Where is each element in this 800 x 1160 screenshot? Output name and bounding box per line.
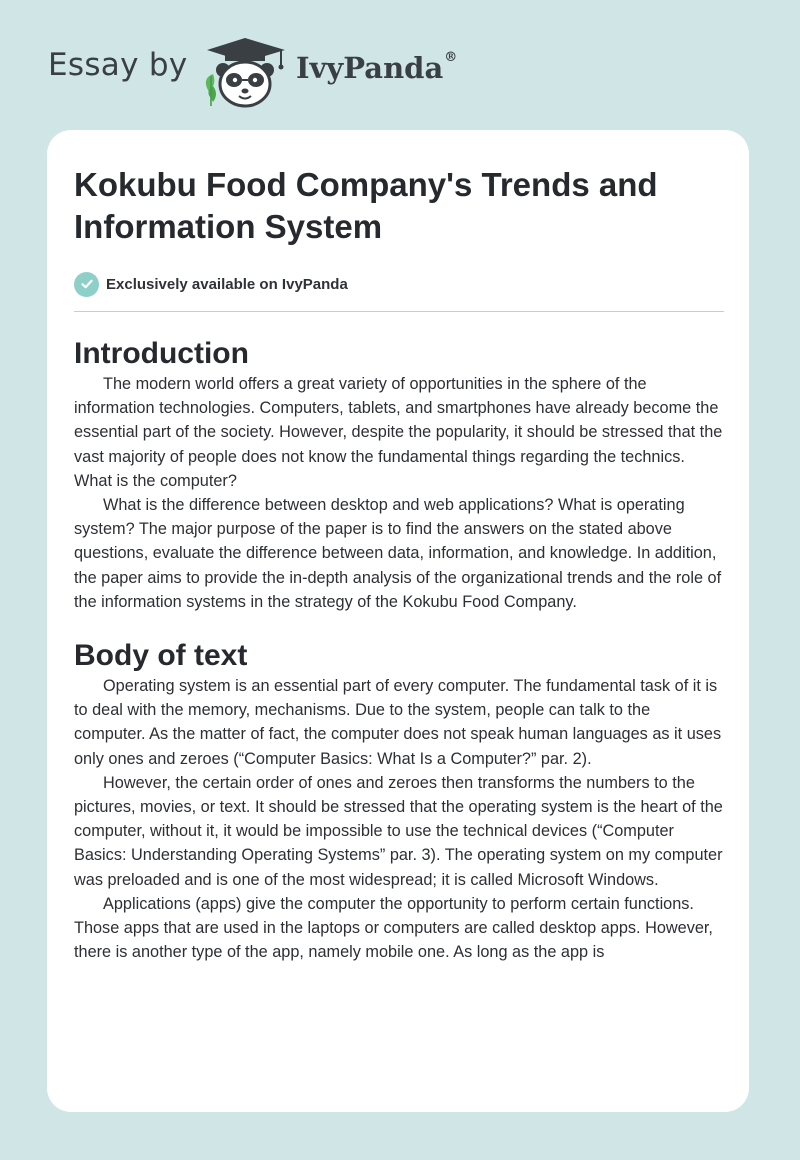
paragraph: What is the difference between desktop and web applications? What is operating system? The major purpose of the paper is to find the answers on the stated above questions, evaluate the difference between data, information, and knowledge. In addition, the paper aims to provide the in-depth analysis of the organizational trends and the role of the information systems in the strategy of the Kokubu Food Company. [74, 496, 722, 611]
section-heading-body: Body of text [74, 639, 248, 673]
essay-content [74, 164, 724, 964]
registered-mark: ® [444, 50, 458, 66]
check-circle-icon [74, 272, 99, 297]
brand-name[interactable] [296, 51, 457, 85]
essay-by-label: Essay by [48, 47, 188, 83]
availability-badge [74, 270, 724, 298]
site-header [0, 0, 800, 130]
panda-graduate-logo-icon[interactable] [201, 36, 291, 110]
brand-label: IvyPanda [296, 51, 444, 85]
paragraph: The modern world offers a great variety of opportunities in the sphere of the information technologies. Computers, tablets, and smartphones have already become the essential part of the society. However, despite the popularity, it should be stressed that the vast majority of people does not know the fundamental things regarding the technics. What is the computer? [74, 375, 723, 490]
paragraph: However, the certain order of ones and zeroes then transforms the numbers to the pictures, movies, or text. It should be stressed that the operating system is the heart of the computer, without it, it would be impossible to use the technical devices (“Computer Basics: Understanding Operating Systems” par. 3). The operating system on my computer was preloaded and is one of the most widespread; it is called Microsoft Windows. [74, 773, 723, 889]
availability-text: Exclusively available on IvyPanda [106, 275, 348, 293]
paragraph: Applications (apps) give the computer the opportunity to perform certain functions. Those apps that are used in the laptops or computers are called desktop apps. However, there is another type of the app, namely mobile one. As long as the app is [74, 894, 713, 962]
essay-card [47, 130, 749, 1112]
page-title: Kokubu Food Company's Trends and Information System [74, 166, 658, 245]
paragraph: Operating system is an essential part of every computer. The fundamental task of it is to deal with the memory, mechanisms. Due to the system, people can talk to the computer. As the matter of fact, the computer does not speak human languages as it uses only ones and zeroes (“Computer Basics: What Is a Computer?” par. 2). [74, 677, 722, 768]
section-heading-introduction: Introduction [74, 337, 249, 370]
title-divider [74, 311, 724, 312]
